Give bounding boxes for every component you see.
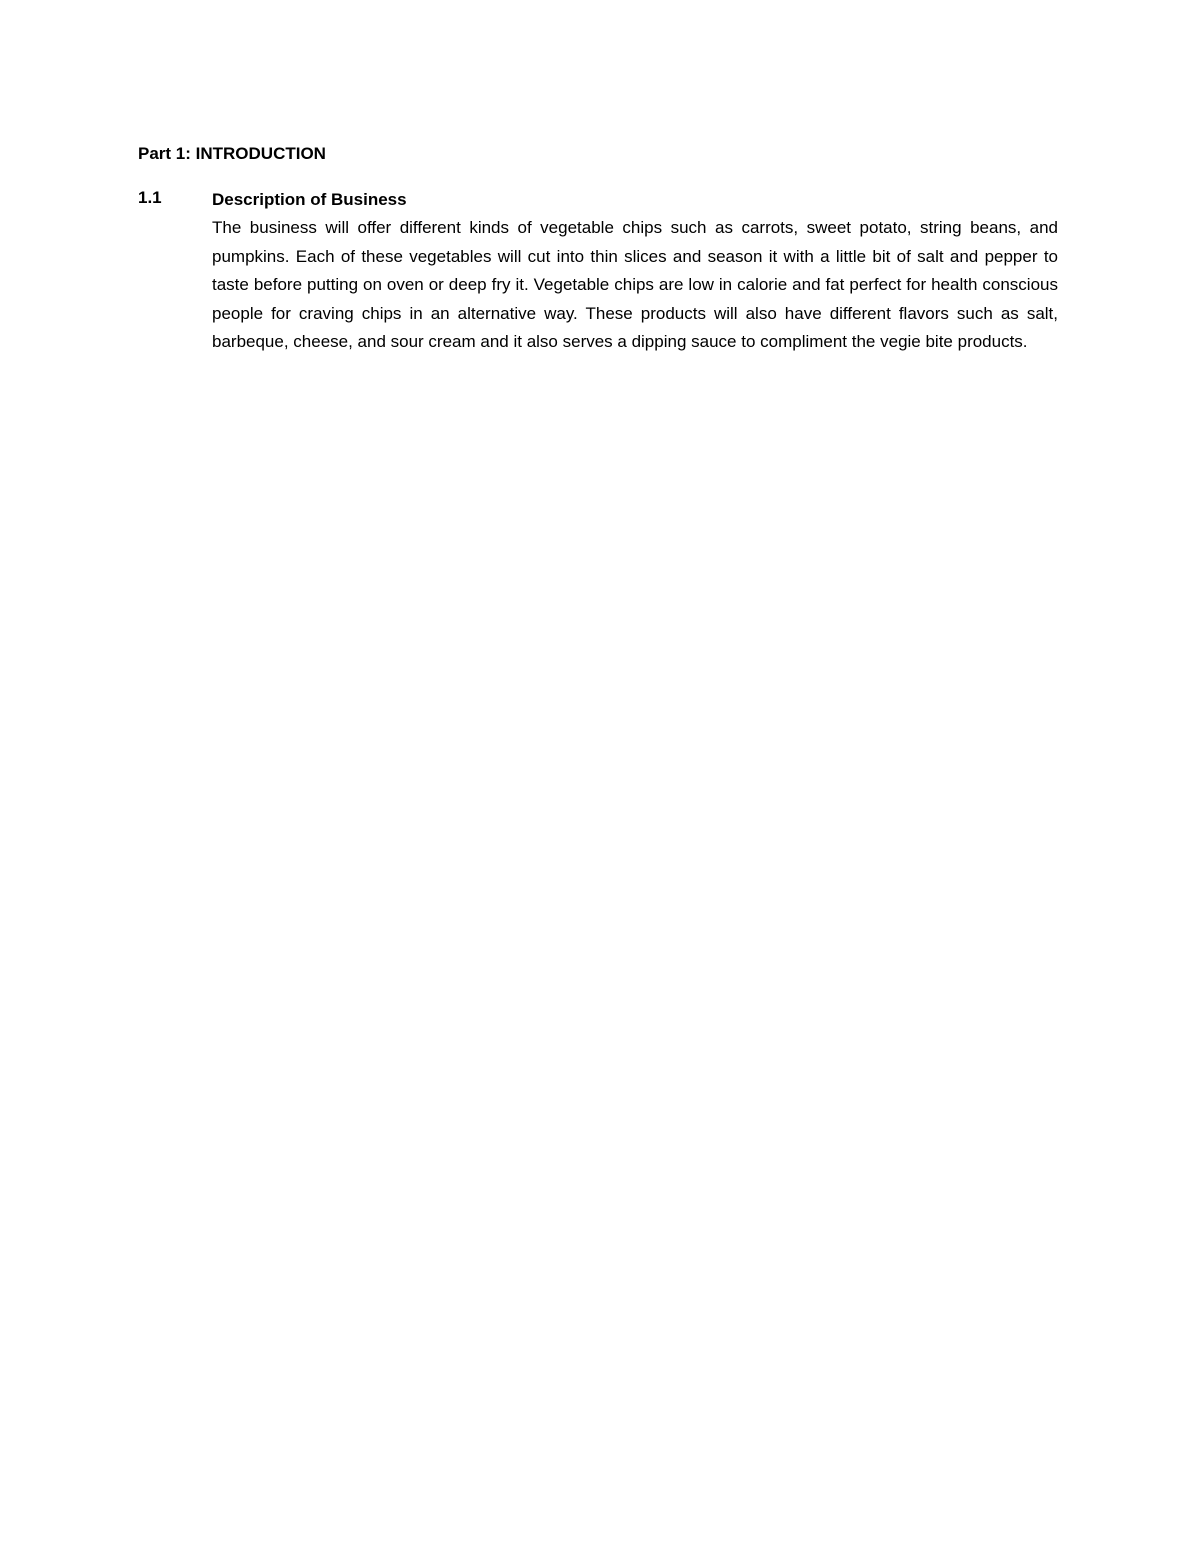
section-title: Description of Business — [212, 190, 407, 209]
section-paragraph: The business will offer different kinds of vegetable chips such as carrots, sweet potato, string beans, and pumpkins. Each of these vegetables will cut into thin slices and season it with a little bit of salt and pepper to taste before putting on oven or deep fry it. Vegetable chips are low in calorie and fat perfect for health conscious people for craving chips in an alternative way. These products will also have different flavors such as salt, barbeque, cheese, and sour cream and it also serves a dipping sauce to compliment the vegie bite products. — [212, 218, 1058, 351]
section-body — [212, 188, 1058, 357]
part-heading: Part 1: INTRODUCTION — [138, 144, 326, 163]
section-number: 1.1 — [138, 188, 162, 207]
